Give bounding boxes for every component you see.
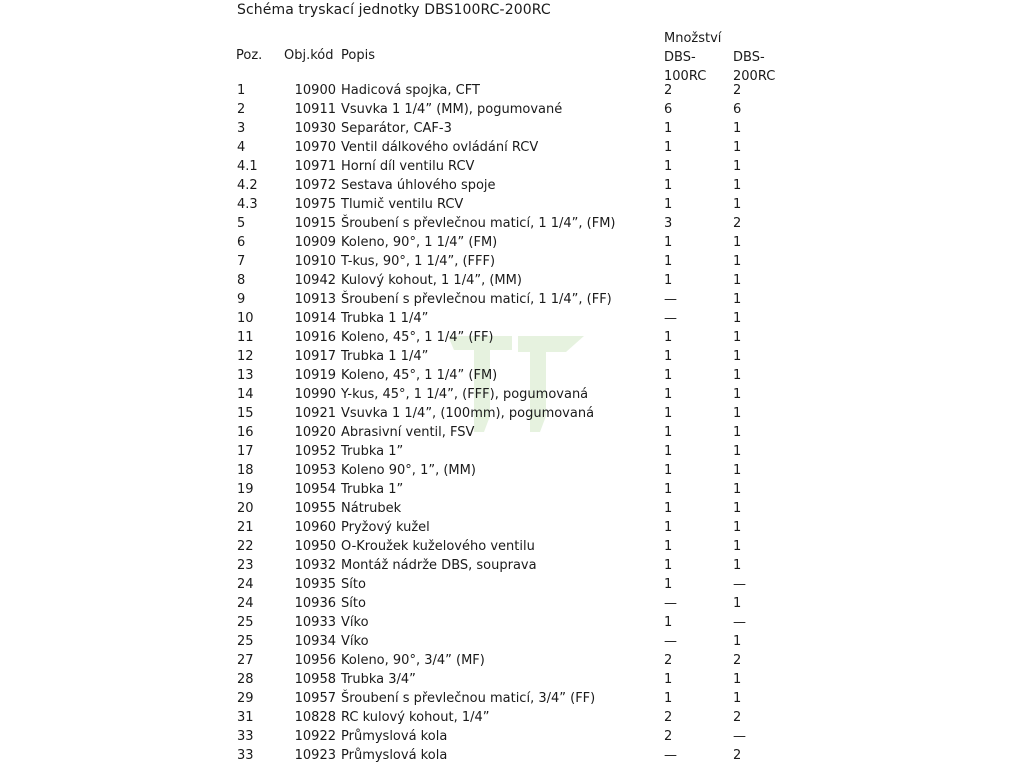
description-cell: T-kus, 90°, 1 1/4”, (FFF)	[341, 254, 496, 269]
quantity-model-2-cell: 1	[733, 311, 742, 326]
description-cell: Abrasivní ventil, FSV	[341, 425, 475, 440]
quantity-model-1-cell: 1	[664, 121, 673, 136]
position-cell: 4.3	[237, 197, 258, 212]
code-cell: 10914	[294, 311, 336, 326]
quantity-model-2-cell: —	[733, 577, 746, 592]
table-row	[0, 347, 1024, 366]
description-cell: Separátor, CAF-3	[341, 121, 452, 136]
table-row	[0, 670, 1024, 689]
table-row	[0, 556, 1024, 575]
position-cell: 22	[237, 539, 254, 554]
table-row	[0, 119, 1024, 138]
quantity-model-1-cell: 1	[664, 140, 673, 155]
quantity-model-2-cell: 1	[733, 368, 742, 383]
table-row	[0, 594, 1024, 613]
code-cell: 10935	[294, 577, 336, 592]
table-row	[0, 328, 1024, 347]
description-cell: Vsuvka 1 1/4” (MM), pogumované	[341, 102, 563, 117]
table-row	[0, 214, 1024, 233]
code-cell: 10919	[294, 368, 336, 383]
position-cell: 33	[237, 729, 254, 744]
quantity-model-2-cell: 1	[733, 292, 742, 307]
description-cell: Šroubení s převlečnou maticí, 1 1/4”, (FF)	[341, 292, 612, 307]
description-cell: Koleno, 45°, 1 1/4” (FF)	[341, 330, 494, 345]
table-row	[0, 613, 1024, 632]
position-cell: 9	[237, 292, 246, 307]
quantity-model-2-cell: 1	[733, 387, 742, 402]
code-cell: 10917	[294, 349, 336, 364]
model-2-column-header: DBS-200RC	[733, 50, 776, 84]
description-cell: Šroubení s převlečnou maticí, 3/4” (FF)	[341, 691, 596, 706]
quantity-model-2-cell: 1	[733, 596, 742, 611]
quantity-model-1-cell: 1	[664, 406, 673, 421]
quantity-model-2-cell: 6	[733, 102, 742, 117]
description-cell: Trubka 1”	[341, 444, 404, 459]
position-cell: 4.1	[237, 159, 258, 174]
description-cell: Koleno, 45°, 1 1/4” (FM)	[341, 368, 498, 383]
quantity-model-2-cell: 2	[733, 653, 742, 668]
position-cell: 11	[237, 330, 254, 345]
table-row	[0, 689, 1024, 708]
table-row	[0, 366, 1024, 385]
table-row	[0, 176, 1024, 195]
code-cell: 10933	[294, 615, 336, 630]
table-row	[0, 271, 1024, 290]
quantity-model-1-cell: —	[664, 634, 677, 649]
table-row	[0, 81, 1024, 100]
code-cell: 10932	[294, 558, 336, 573]
table-row	[0, 423, 1024, 442]
position-cell: 7	[237, 254, 246, 269]
quantity-model-1-cell: 2	[664, 729, 673, 744]
position-cell: 5	[237, 216, 246, 231]
code-cell: 10909	[294, 235, 336, 250]
quantity-model-2-cell: 1	[733, 539, 742, 554]
code-column-header: Obj.kód	[284, 48, 334, 63]
position-cell: 19	[237, 482, 254, 497]
description-cell: Trubka 3/4”	[341, 672, 416, 687]
code-cell: 10913	[294, 292, 336, 307]
table-row	[0, 404, 1024, 423]
quantity-model-1-cell: 1	[664, 273, 673, 288]
table-row	[0, 309, 1024, 328]
description-cell: Síto	[341, 596, 366, 611]
description-cell: Průmyslová kola	[341, 729, 448, 744]
quantity-model-2-cell: 2	[733, 216, 742, 231]
table-row	[0, 195, 1024, 214]
description-cell: Koleno, 90°, 3/4” (MF)	[341, 653, 485, 668]
quantity-model-1-cell: 1	[664, 615, 673, 630]
quantity-model-1-cell: 1	[664, 463, 673, 478]
quantity-model-1-cell: 1	[664, 368, 673, 383]
code-cell: 10972	[294, 178, 336, 193]
quantity-model-2-cell: 1	[733, 349, 742, 364]
position-cell: 28	[237, 672, 254, 687]
quantity-model-1-cell: 1	[664, 387, 673, 402]
quantity-model-1-cell: 2	[664, 83, 673, 98]
code-cell: 10990	[294, 387, 336, 402]
quantity-model-2-cell: 1	[733, 178, 742, 193]
code-cell: 10920	[294, 425, 336, 440]
description-cell: Nátrubek	[341, 501, 402, 516]
quantity-model-2-cell: 1	[733, 235, 742, 250]
table-row	[0, 499, 1024, 518]
quantity-model-1-cell: 1	[664, 254, 673, 269]
position-cell: 10	[237, 311, 254, 326]
description-cell: Koleno, 90°, 1 1/4” (FM)	[341, 235, 498, 250]
code-cell: 10954	[294, 482, 336, 497]
quantity-model-2-cell: 1	[733, 634, 742, 649]
description-cell: Síto	[341, 577, 366, 592]
position-cell: 25	[237, 615, 254, 630]
quantity-model-1-cell: 1	[664, 178, 673, 193]
position-cell: 14	[237, 387, 254, 402]
quantity-model-2-cell: 2	[733, 710, 742, 725]
description-cell: O-Kroužek kuželového ventilu	[341, 539, 535, 554]
description-cell: Vsuvka 1 1/4”, (100mm), pogumovaná	[341, 406, 595, 421]
code-cell: 10921	[294, 406, 336, 421]
table-row	[0, 632, 1024, 651]
quantity-model-1-cell: —	[664, 748, 677, 763]
quantity-model-1-cell: 1	[664, 159, 673, 174]
quantity-model-2-cell: 1	[733, 672, 742, 687]
quantity-model-1-cell: 1	[664, 672, 673, 687]
quantity-model-1-cell: —	[664, 596, 677, 611]
description-cell: Koleno 90°, 1”, (MM)	[341, 463, 476, 478]
position-cell: 21	[237, 520, 254, 535]
description-cell: Montáž nádrže DBS, souprava	[341, 558, 537, 573]
position-cell: 18	[237, 463, 254, 478]
code-cell: 10960	[294, 520, 336, 535]
quantity-model-2-cell: 1	[733, 558, 742, 573]
quantity-model-2-cell: 1	[733, 406, 742, 421]
code-cell: 10923	[294, 748, 336, 763]
quantity-model-1-cell: 1	[664, 558, 673, 573]
description-cell: Horní díl ventilu RCV	[341, 159, 475, 174]
table-row	[0, 708, 1024, 727]
position-cell: 33	[237, 748, 254, 763]
description-cell: Sestava úhlového spoje	[341, 178, 496, 193]
code-cell: 10900	[294, 83, 336, 98]
description-cell: Y-kus, 45°, 1 1/4”, (FFF), pogumovaná	[341, 387, 589, 402]
code-cell: 10916	[294, 330, 336, 345]
position-cell: 24	[237, 596, 254, 611]
description-cell: Šroubení s převlečnou maticí, 1 1/4”, (FM)	[341, 216, 616, 231]
position-cell: 4	[237, 140, 246, 155]
quantity-model-2-cell: 1	[733, 425, 742, 440]
position-cell: 6	[237, 235, 246, 250]
quantity-model-2-cell: —	[733, 729, 746, 744]
code-cell: 10930	[294, 121, 336, 136]
code-cell: 10970	[294, 140, 336, 155]
quantity-model-2-cell: 1	[733, 121, 742, 136]
code-cell: 10950	[294, 539, 336, 554]
table-row	[0, 518, 1024, 537]
position-cell: 8	[237, 273, 246, 288]
quantity-model-1-cell: 2	[664, 710, 673, 725]
quantity-model-1-cell: 6	[664, 102, 673, 117]
position-cell: 2	[237, 102, 246, 117]
code-cell: 10911	[294, 102, 336, 117]
code-cell: 10910	[294, 254, 336, 269]
model-1-column-header: DBS-100RC	[664, 50, 707, 84]
quantity-model-1-cell: 1	[664, 349, 673, 364]
code-cell: 10934	[294, 634, 336, 649]
position-cell: 24	[237, 577, 254, 592]
table-row	[0, 461, 1024, 480]
quantity-model-2-cell: 2	[733, 748, 742, 763]
table-row	[0, 252, 1024, 271]
quantity-model-1-cell: 1	[664, 501, 673, 516]
description-cell: Víko	[341, 615, 369, 630]
quantity-header: Množství	[664, 31, 722, 46]
code-cell: 10915	[294, 216, 336, 231]
table-row	[0, 442, 1024, 461]
document-title: Schéma tryskací jednotky DBS100RC-200RC	[237, 2, 551, 18]
quantity-model-1-cell: —	[664, 292, 677, 307]
description-cell: Ventil dálkového ovládání RCV	[341, 140, 539, 155]
table-row	[0, 233, 1024, 252]
quantity-model-2-cell: —	[733, 615, 746, 630]
description-cell: Průmyslová kola	[341, 748, 448, 763]
description-cell: Trubka 1 1/4”	[341, 349, 429, 364]
quantity-model-2-cell: 1	[733, 520, 742, 535]
description-cell: Kulový kohout, 1 1/4”, (MM)	[341, 273, 522, 288]
position-cell: 1	[237, 83, 246, 98]
quantity-model-1-cell: 1	[664, 330, 673, 345]
description-cell: Tlumič ventilu RCV	[341, 197, 464, 212]
position-cell: 27	[237, 653, 254, 668]
position-cell: 25	[237, 634, 254, 649]
quantity-model-2-cell: 1	[733, 501, 742, 516]
table-row	[0, 651, 1024, 670]
table-row	[0, 537, 1024, 556]
position-cell: 31	[237, 710, 254, 725]
table-row	[0, 480, 1024, 499]
code-cell: 10922	[294, 729, 336, 744]
position-cell: 20	[237, 501, 254, 516]
parts-table-body	[0, 81, 1024, 765]
code-cell: 10942	[294, 273, 336, 288]
table-row	[0, 157, 1024, 176]
table-row	[0, 138, 1024, 157]
quantity-model-1-cell: 1	[664, 577, 673, 592]
description-cell: Víko	[341, 634, 369, 649]
position-cell: 17	[237, 444, 254, 459]
position-cell: 4.2	[237, 178, 258, 193]
description-cell: Pryžový kužel	[341, 520, 430, 535]
quantity-model-2-cell: 1	[733, 140, 742, 155]
quantity-model-1-cell: 1	[664, 235, 673, 250]
quantity-model-2-cell: 1	[733, 691, 742, 706]
code-cell: 10952	[294, 444, 336, 459]
description-cell: RC kulový kohout, 1/4”	[341, 710, 490, 725]
quantity-model-1-cell: 1	[664, 482, 673, 497]
quantity-model-2-cell: 1	[733, 273, 742, 288]
quantity-model-1-cell: 2	[664, 653, 673, 668]
table-row	[0, 746, 1024, 765]
position-cell: 15	[237, 406, 254, 421]
code-cell: 10936	[294, 596, 336, 611]
code-cell: 10953	[294, 463, 336, 478]
description-cell: Trubka 1 1/4”	[341, 311, 429, 326]
code-cell: 10955	[294, 501, 336, 516]
table-row	[0, 290, 1024, 309]
description-cell: Hadicová spojka, CFT	[341, 83, 480, 98]
quantity-model-1-cell: 1	[664, 444, 673, 459]
code-cell: 10975	[294, 197, 336, 212]
code-cell: 10828	[294, 710, 336, 725]
quantity-model-2-cell: 1	[733, 197, 742, 212]
position-cell: 3	[237, 121, 246, 136]
quantity-model-1-cell: 1	[664, 539, 673, 554]
position-cell: 12	[237, 349, 254, 364]
position-cell: 23	[237, 558, 254, 573]
quantity-model-1-cell: 3	[664, 216, 673, 231]
quantity-model-1-cell: 1	[664, 197, 673, 212]
table-row	[0, 100, 1024, 119]
code-cell: 10957	[294, 691, 336, 706]
quantity-model-2-cell: 1	[733, 463, 742, 478]
table-row	[0, 575, 1024, 594]
quantity-model-1-cell: 1	[664, 520, 673, 535]
quantity-model-2-cell: 1	[733, 482, 742, 497]
table-row	[0, 727, 1024, 746]
quantity-model-2-cell: 1	[733, 330, 742, 345]
quantity-model-2-cell: 1	[733, 159, 742, 174]
description-cell: Trubka 1”	[341, 482, 404, 497]
code-cell: 10958	[294, 672, 336, 687]
code-cell: 10971	[294, 159, 336, 174]
position-cell: 16	[237, 425, 254, 440]
position-column-header: Poz.	[236, 48, 263, 63]
quantity-model-1-cell: —	[664, 311, 677, 326]
quantity-model-1-cell: 1	[664, 691, 673, 706]
quantity-model-1-cell: 1	[664, 425, 673, 440]
position-cell: 29	[237, 691, 254, 706]
quantity-model-2-cell: 2	[733, 83, 742, 98]
table-row	[0, 385, 1024, 404]
code-cell: 10956	[294, 653, 336, 668]
position-cell: 13	[237, 368, 254, 383]
quantity-model-2-cell: 1	[733, 254, 742, 269]
quantity-model-2-cell: 1	[733, 444, 742, 459]
description-column-header: Popis	[341, 48, 375, 63]
